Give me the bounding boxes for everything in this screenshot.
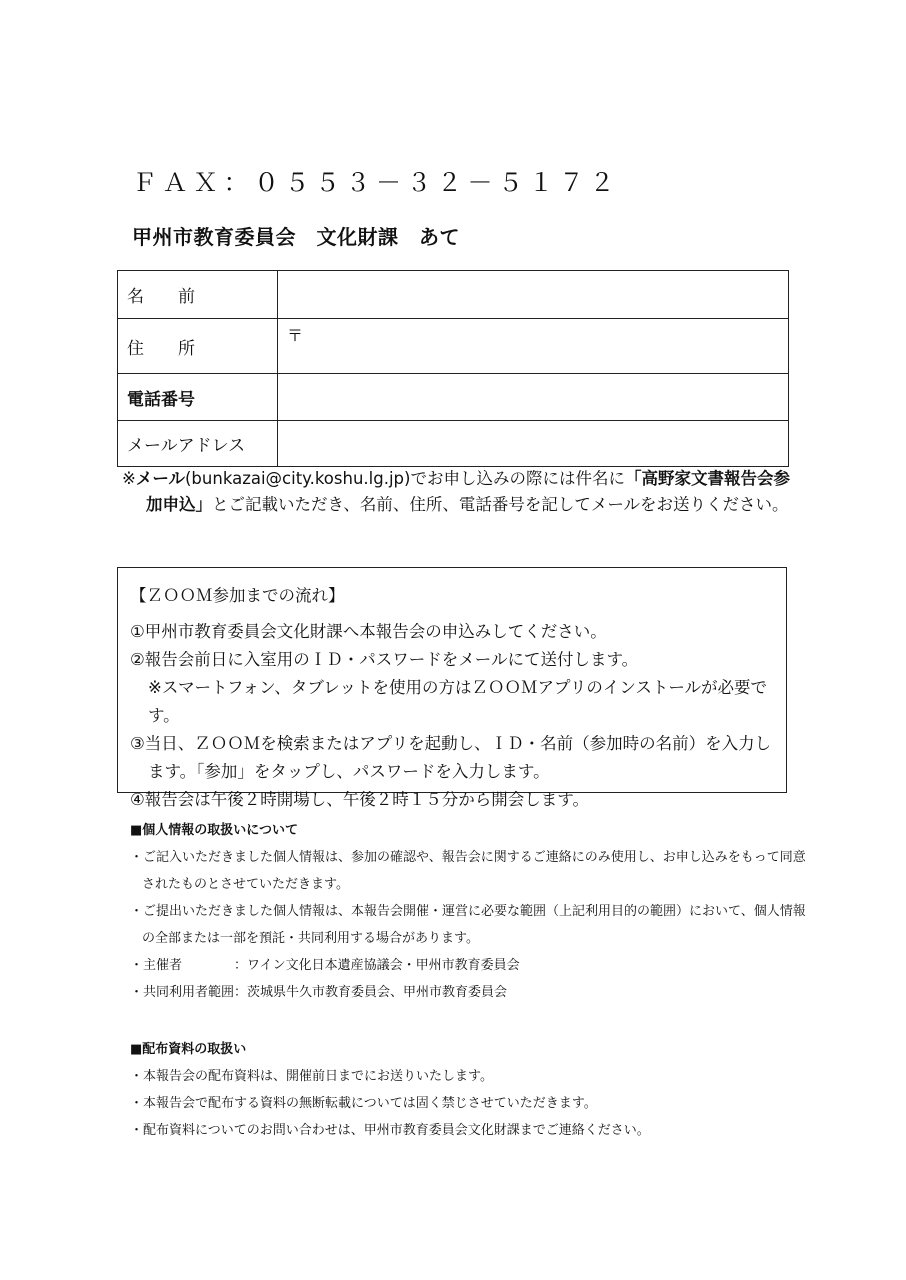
email-field[interactable]	[278, 421, 789, 467]
organizer-label: ・主催者	[130, 958, 183, 973]
flow-step-2: ②報告会前日に入室用のＩＤ・パスワードをメールにて送付します。	[130, 650, 639, 669]
materials-section	[130, 1036, 810, 1144]
organizer-line	[130, 952, 810, 979]
note-subject: 「高野家文書報告会参加申込」	[146, 469, 790, 514]
note-text-1: でお申し込みの際には件名に	[410, 469, 625, 488]
postal-mark: 〒	[287, 326, 304, 345]
note-text-2: とご記載いただき、名前、住所、電話番号を記してメールをお送りください。	[212, 495, 789, 514]
zoom-flow-title: 【ＺＯＯＭ参加までの流れ】	[130, 586, 345, 605]
organizer-value: ：ワイン文化日本遺産協議会・甲州市教育委員会	[234, 958, 520, 973]
flow-step-3: ③当日、ＺＯＯＭを検索またはアプリを起動し、ＩＤ・名前（参加時の名前）を入力します。「参加」をタップし、パスワードを入力します。	[130, 734, 772, 781]
shared-users-label: ・共同利用者範囲	[130, 985, 235, 1000]
flow-step-1: ①甲州市教育委員会文化財課へ本報告会の申込みしてください。	[130, 622, 607, 641]
form-row-email	[118, 421, 789, 467]
email-label: メールアドレス	[118, 421, 278, 467]
privacy-item-2: ・ご提出いただきました個人情報は、本報告会開催・運営に必要な範囲（上記利用目的の範囲）において、個人情報の全部または一部を預託・共同利用する場合があります。	[130, 904, 806, 946]
materials-heading: ■配布資料の取扱い	[130, 1042, 247, 1057]
phone-field[interactable]	[278, 374, 789, 421]
flow-step-4: ④報告会は午後２時開場し、午後２時１５分から開会します。	[130, 790, 589, 809]
name-label: 名 前	[118, 271, 278, 319]
shared-users-line	[130, 979, 810, 1006]
form-row-address	[118, 319, 789, 374]
materials-item-3: ・配布資料についてのお問い合わせは、甲州市教育委員会文化財課までご連絡ください。	[130, 1123, 650, 1138]
materials-item-1: ・本報告会の配布資料は、開催前日までにお送りいたします。	[130, 1069, 493, 1084]
fax-number: ＦＡＸ：０５５３－３２－５１７２	[132, 168, 621, 197]
privacy-heading: ■個人情報の取扱いについて	[130, 823, 299, 838]
privacy-item-1: ・ご記入いただきました個人情報は、参加の確認や、報告会に関するご連絡にのみ使用し、お申し込みをもって同意されたものとさせていただきます。	[130, 850, 806, 892]
materials-item-2: ・本報告会で配布する資料の無断転載については固く禁じさせていただきます。	[130, 1096, 597, 1111]
note-prefix: ※	[122, 469, 136, 488]
email-application-note	[122, 466, 792, 518]
form-row-name	[118, 271, 789, 319]
note-mail-label: メール	[135, 469, 185, 488]
shared-users-value: ：茨城県牛久市教育委員会、甲州市教育委員会	[234, 985, 508, 1000]
address-field[interactable]	[278, 319, 789, 374]
phone-label: 電話番号	[118, 374, 278, 421]
application-form-table	[117, 270, 789, 467]
recipient-title: 甲州市教育委員会 文化財課 あて	[132, 225, 460, 249]
form-row-phone	[118, 374, 789, 421]
name-field[interactable]	[278, 271, 789, 319]
privacy-section	[130, 817, 810, 1006]
address-label: 住 所	[118, 319, 278, 374]
zoom-flow-box	[117, 567, 787, 809]
flow-step-2-note: ※スマートフォン、タブレットを使用の方はＺＯＯＭアプリのインストールが必要です。	[148, 678, 768, 725]
note-mail-address[interactable]: (bunkazai@city.koshu.lg.jp)	[185, 469, 411, 488]
